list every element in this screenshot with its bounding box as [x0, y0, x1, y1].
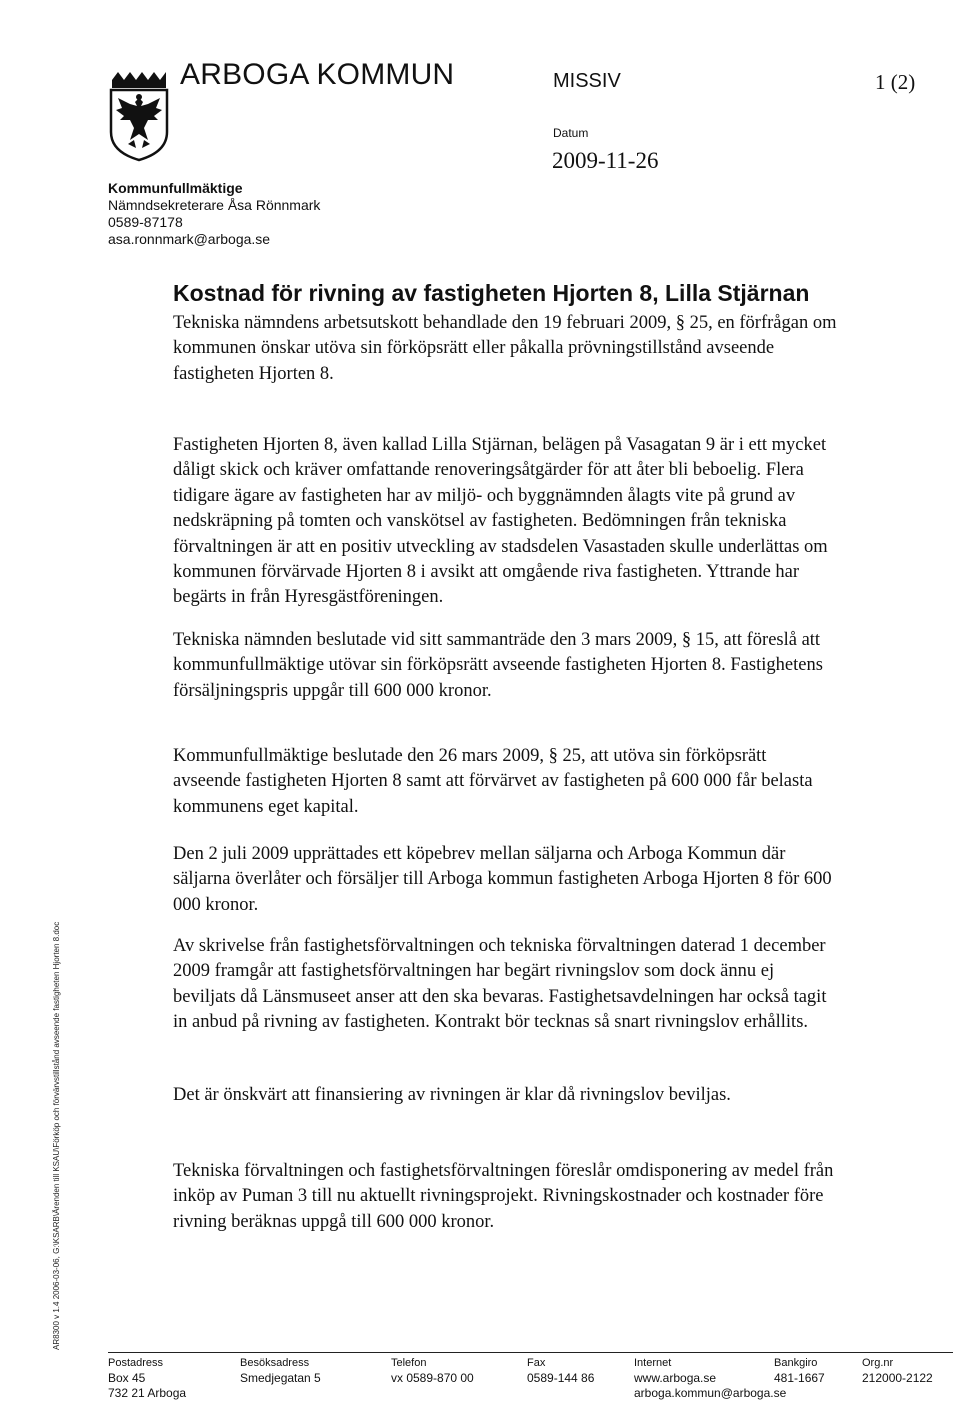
footer-internet	[634, 1356, 786, 1401]
footer-postal-address	[108, 1356, 186, 1401]
footer-postal-box: Box 45	[108, 1371, 146, 1385]
sender-committee: Kommunfullmäktige	[108, 180, 243, 196]
footer-divider	[108, 1352, 953, 1353]
footer-bank-label: Bankgiro	[774, 1357, 818, 1369]
footer-postal-label: Postadress	[108, 1357, 164, 1369]
footer-bank-value: 481-1667	[774, 1371, 825, 1385]
sender-secretary: Nämndsekreterare Åsa Rönnmark	[108, 197, 321, 213]
body-paragraph: Av skrivelse från fastighetsförvaltningen och tekniska förvaltningen daterad 1 december 2009 framgår att fastighetsförvaltningen har begärt rivningslov som dock ännu ej beviljats då Länsmuseet anser att den ska bevaras. Fastighetsavdelningen har också tagit in anbud på rivning av fastigheten. Kontrakt bör tecknas så snart rivningslov erhållits.	[173, 936, 827, 1033]
body-paragraph: Det är önskvärt att finansiering av rivningen är klar då rivningslov beviljas.	[173, 1085, 731, 1105]
document-type: MISSIV	[553, 70, 621, 92]
footer-phone-label: Telefon	[391, 1357, 427, 1369]
body-paragraph: Tekniska nämnden beslutade vid sitt sammanträde den 3 mars 2009, § 15, att föreslå att kommunfullmäktige utövar sin förköpsrätt avseende fastigheten Hjorten 8. Fastighetens försäljningspris uppgår till 600 000 kronor.	[173, 630, 823, 701]
footer-visiting-address	[240, 1356, 321, 1386]
footer-bankgiro	[774, 1356, 825, 1386]
date-label: Datum	[553, 126, 589, 140]
body-paragraph: Tekniska nämndens arbetsutskott behandlade den 19 februari 2009, § 25, en förfrågan om kommunen önskar utöva sin förköpsrätt eller påkalla prövningstillstånd avseende fastigheten Hjorten 8.	[173, 313, 837, 384]
footer-org-value: 212000-2122	[862, 1371, 933, 1385]
organization-name: ARBOGA KOMMUN	[180, 58, 455, 91]
footer-visit-label: Besöksadress	[240, 1357, 310, 1369]
body-paragraph: Tekniska förvaltningen och fastighetsförvaltningen föreslår omdisponering av medel från inköp av Puman 3 till nu aktuellt rivningsprojekt. Rivningskostnader och kostnader före rivning beräknas uppgå till 600 000 kronor.	[173, 1161, 834, 1232]
footer-org-label: Org.nr	[862, 1357, 894, 1369]
footer-fax-value: 0589-144 86	[527, 1371, 595, 1385]
footer-internet-label: Internet	[634, 1357, 672, 1369]
footer-fax	[527, 1356, 594, 1386]
arboga-coat-of-arms-icon	[108, 70, 170, 162]
footer-email: arboga.kommun@arboga.se	[634, 1386, 787, 1400]
letter-heading: Kostnad för rivning av fastigheten Hjorten 8, Lilla Stjärnan	[173, 280, 810, 306]
footer-website: www.arboga.se	[634, 1371, 717, 1385]
footer-org-number	[862, 1356, 933, 1386]
page-number: 1 (2)	[875, 70, 916, 94]
sender-phone: 0589-87178	[108, 214, 183, 230]
footer-visit-value: Smedjegatan 5	[240, 1371, 321, 1385]
template-file-path: AR8300 v 1.4 2006-03-06, G:\KSARB\Ärenden till KSAU\Förköp och förvärvstillstånd avseende fastigheten Hjorten 8.doc	[52, 921, 61, 1350]
sender-email: asa.ronnmark@arboga.se	[108, 231, 271, 247]
body-paragraph: Fastigheten Hjorten 8, även kallad Lilla Stjärnan, belägen på Vasagatan 9 är i ett mycket dåligt skick och kräver omfattande renoveringsåtgärder för att åter bli beboelig. Flera tidigare ägare av fastigheten har av miljö- och byggnämnden ålagts vite på grund av nedskräpning på tomten och vanskötsel av fastigheten. Bedömningen från tekniska förvaltningen är att en positiv utveckling av stadsdelen Vasastaden skulle underlättas om kommunen förvärvade Hjorten 8 i avsikt att omgående riva fastigheten. Yttrande har begärts in från Hyresgästföreningen.	[173, 435, 828, 608]
footer-telephone	[391, 1356, 474, 1386]
body-paragraph: Den 2 juli 2009 upprättades ett köpebrev mellan säljarna och Arboga Kommun där säljarna överlåter och försäljer till Arboga kommun fastigheten Arboga Hjorten 8 för 600 000 kronor.	[173, 844, 832, 915]
footer-phone-value: vx 0589-870 00	[391, 1371, 474, 1385]
body-paragraph: Kommunfullmäktige beslutade den 26 mars 2009, § 25, att utöva sin förköpsrätt avseende fastigheten Hjorten 8 samt att förvärvet av fastigheten på 600 000 får belasta kommunens eget kapital.	[173, 746, 813, 817]
document-date: 2009-11-26	[552, 148, 659, 173]
footer-postal-city: 732 21 Arboga	[108, 1386, 187, 1400]
footer-fax-label: Fax	[527, 1357, 546, 1369]
